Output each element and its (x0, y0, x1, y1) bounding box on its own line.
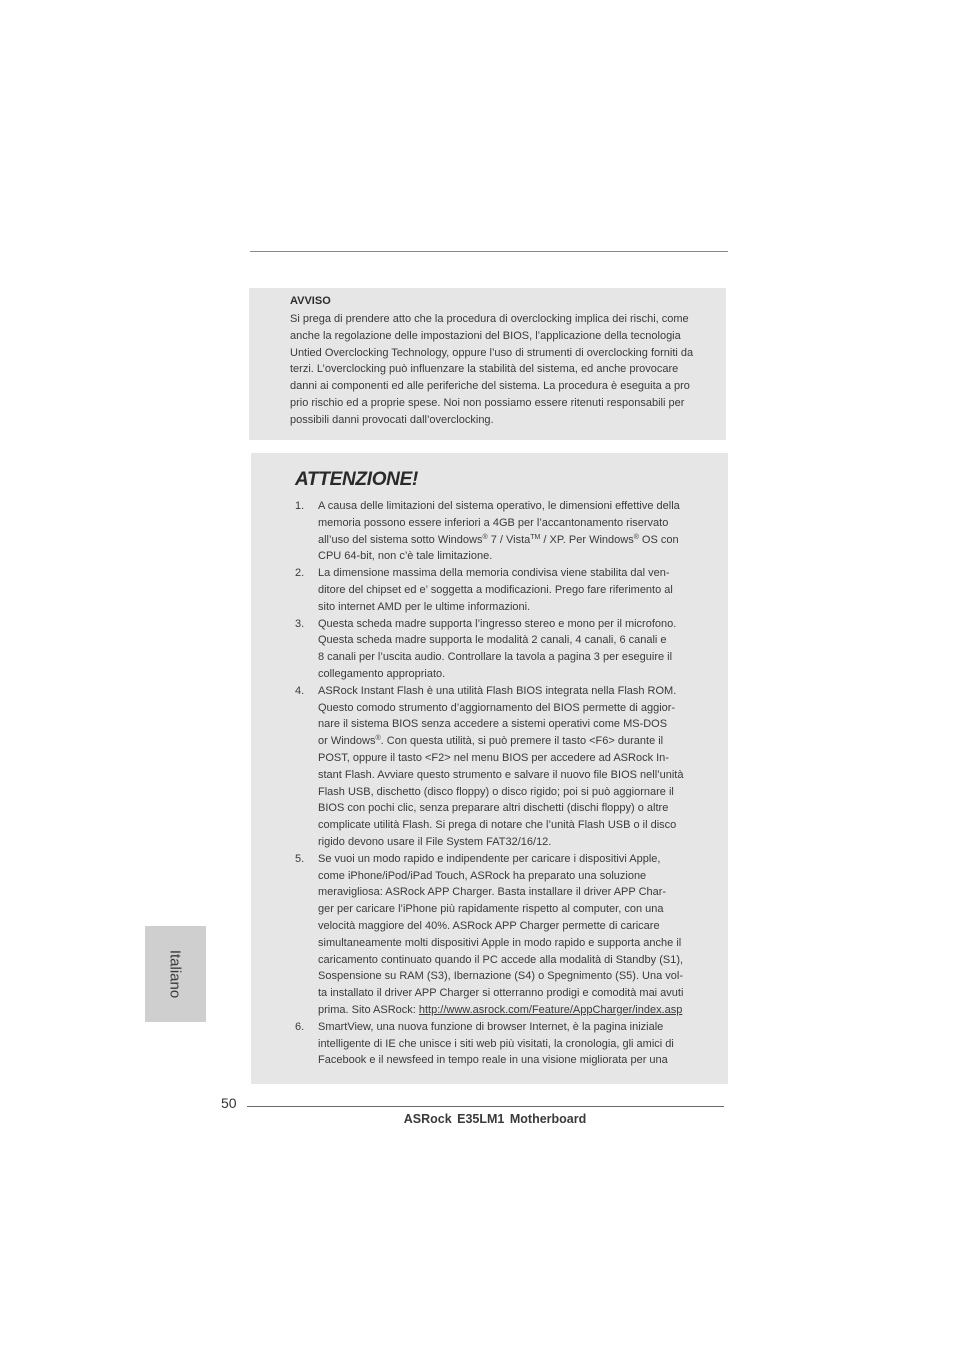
list-line: 8 canali per l’uscita audio. Controllare la tavola a pagina 3 per eseguire il (318, 651, 673, 664)
list-line: Se vuoi un modo rapido e indipendente per caricare i dispositivi Apple, (318, 852, 661, 865)
list-line: sito internet AMD per le ultime informazioni. (318, 600, 531, 613)
list-line: prima. Sito ASRock: http://www.asrock.com/Feature/AppCharger/index.asp (318, 1003, 683, 1016)
list-line: Sospensione su RAM (S3), Ibernazione (S4) o Spegnimento (S5). Una vol- (318, 970, 684, 983)
list-number: 6. (295, 1020, 305, 1033)
list-line: La dimensione massima della memoria condivisa viene stabilita dal ven- (318, 567, 670, 580)
list-number: 3. (295, 617, 305, 630)
list-line: Questo comodo strumento d’aggiornamento del BIOS permette di aggior- (318, 701, 676, 714)
list-line: caricamento continuato quando il PC accede alla modalità di Standby (S1), (318, 953, 684, 966)
list-number: 2. (295, 567, 305, 580)
list-line: BIOS con pochi clic, senza preparare altri dischetti (dischi floppy) o altre (318, 802, 669, 815)
list-item (295, 683, 715, 851)
language-label: Italiano (166, 949, 184, 999)
notice-line: prio rischio ed a proprie spese. Noi non possiamo essere ritenuti responsabili per (290, 396, 685, 409)
list-line: CPU 64-bit, non c’è tale limitazione. (318, 550, 493, 563)
language-side-tab (145, 926, 206, 1022)
notice-title: AVVISO (290, 295, 331, 307)
list-line: Questa scheda madre supporta l’ingresso stereo e mono per il microfono. (318, 617, 677, 630)
list-line: meravigliosa: ASRock APP Charger. Basta installare il driver APP Char- (318, 886, 667, 899)
list-line: all’uso del sistema sotto Windows® 7 / Vista™ / XP. Per Windows® OS con (318, 533, 679, 546)
notice-line: anche la regolazione delle impostazioni del BIOS, l’applicazione della tecnologia (290, 329, 681, 342)
list-line: ditore del chipset ed e’ soggetta a modificazioni. Prego fare riferimento al (318, 583, 673, 596)
warning-list (295, 498, 715, 1069)
warning-box (251, 453, 728, 1084)
list-line: Questa scheda madre supporta le modalità 2 canali, 4 canali, 6 canali e (318, 634, 667, 647)
warning-title: ATTENZIONE! (295, 469, 419, 490)
list-line: stant Flash. Avviare questo strumento e salvare il nuovo file BIOS nell’unità (318, 768, 684, 781)
appcharger-link[interactable]: http://www.asrock.com/Feature/AppCharger/index.asp (418, 1003, 683, 1016)
list-line: simultaneamente molti dispositivi Apple in modo rapido e supporta anche il (318, 936, 682, 949)
notice-body (290, 311, 710, 429)
list-line: A causa delle limitazioni del sistema operativo, le dimensioni effettive della (318, 500, 680, 512)
list-line: rigido devono usare il File System FAT32/16/12. (318, 835, 552, 848)
list-line: ASRock Instant Flash è una utilità Flash BIOS integrata nella Flash ROM. (318, 684, 677, 697)
list-line: come iPhone/iPod/iPad Touch, ASRock ha preparato una soluzione (318, 869, 647, 882)
list-item (295, 565, 715, 615)
list-number: 4. (295, 684, 305, 697)
list-line: Flash USB, dischetto (disco floppy) o disco rigido; poi si può aggiornare il (318, 785, 674, 798)
list-line: Facebook e il newsfeed in tempo reale in una visione migliorata per una (318, 1054, 668, 1067)
list-line: intelligente di IE che unisce i siti web più visitati, la cronologia, gli amici di (318, 1037, 674, 1050)
list-line: memoria possono essere inferiori a 4GB per l’accantonamento riservato (318, 516, 669, 529)
list-line: complicate utilità Flash. Si prega di notare che l’unità Flash USB o il disco (318, 819, 677, 832)
list-number: 5. (295, 852, 305, 865)
list-line: velocità maggiore del 40%. ASRock APP Charger permette di caricare (318, 919, 660, 932)
header-rule (250, 251, 728, 252)
list-line: collegamento appropriato. (318, 667, 446, 680)
footer-title: ASRock E35LM1 Motherboard (403, 1112, 587, 1126)
list-line: SmartView, una nuova funzione di browser Internet, è la pagina iniziale (318, 1020, 664, 1033)
list-item (295, 851, 715, 1019)
list-line: ta installato il driver APP Charger si otterranno prodigi e comodità mai avuti (318, 987, 684, 1000)
footer-rule (247, 1106, 724, 1107)
list-line: ger per caricare l’iPhone più rapidamente rispetto al computer, con una (318, 903, 664, 916)
list-item (295, 498, 715, 565)
page-number: 50 (221, 1095, 237, 1111)
notice-box (249, 288, 726, 440)
list-line: nare il sistema BIOS senza accedere a sistemi operativi come MS-DOS (318, 718, 668, 731)
list-number: 1. (295, 500, 305, 512)
notice-line: possibili danni provocati dall’overclocking. (290, 413, 494, 426)
notice-line: Si prega di prendere atto che la procedura di overclocking implica dei rischi, come (290, 313, 689, 325)
list-item (295, 616, 715, 683)
notice-line: danni ai componenti ed alle periferiche del sistema. La procedura è eseguita a pro (290, 380, 690, 393)
notice-line: terzi. L’overclocking può influenzare la stabilità del sistema, ed anche provocare (290, 363, 679, 376)
list-line: or Windows®. Con questa utilità, si può premere il tasto <F6> durante il (318, 735, 664, 748)
notice-line: Untied Overclocking Technology, oppure l’uso di strumenti di overclocking forniti da (290, 346, 694, 359)
list-item (295, 1019, 715, 1069)
list-line: POST, oppure il tasto <F2> nel menu BIOS per accedere ad ASRock In- (318, 751, 669, 764)
